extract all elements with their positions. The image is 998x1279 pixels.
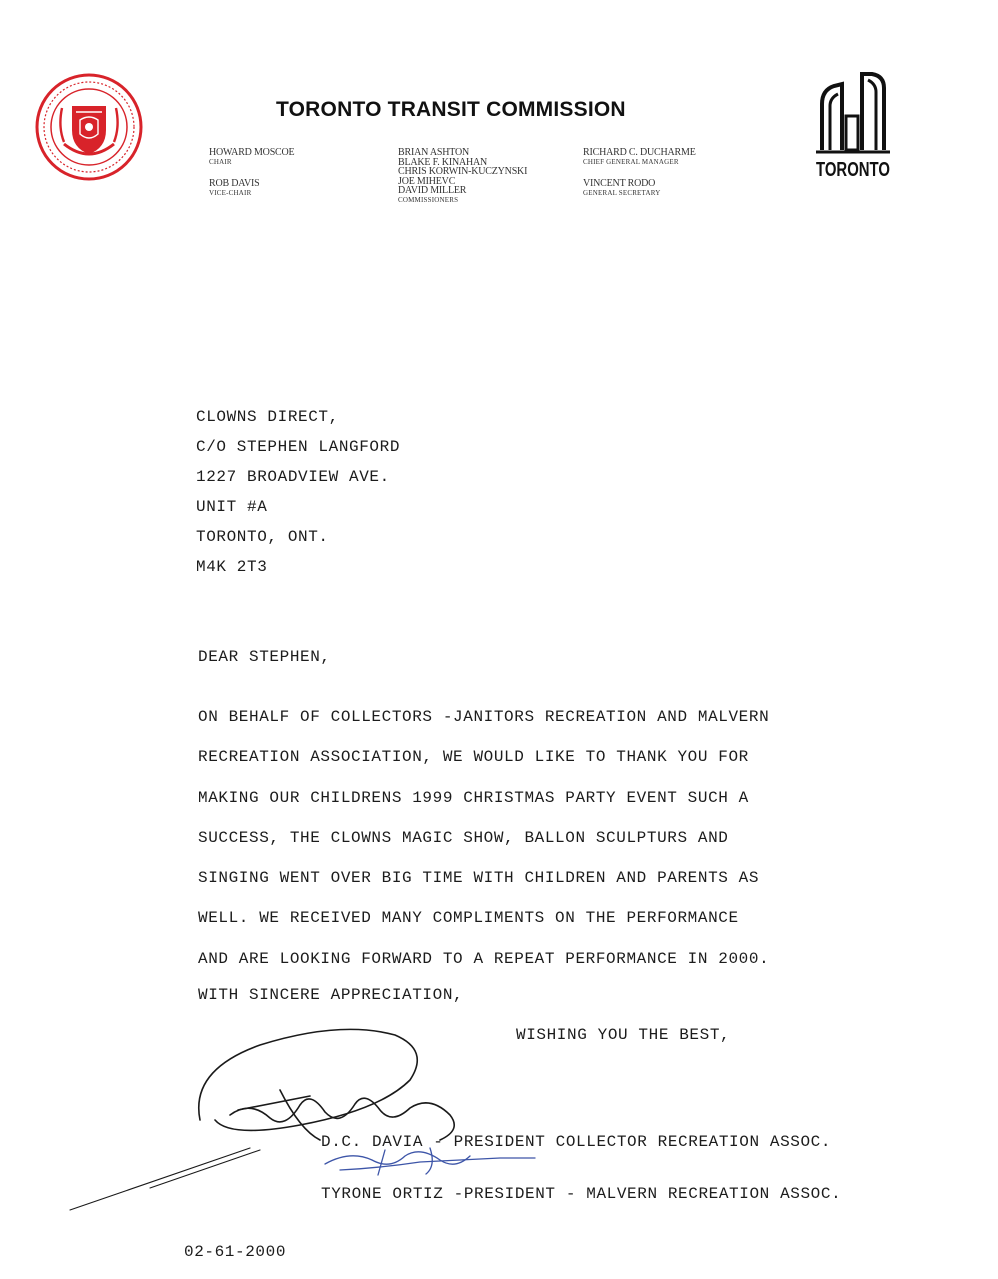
address-line: M4K 2T3 [196, 558, 268, 576]
letterhead-column-chairs [209, 148, 294, 198]
toronto-city-hall-logo-icon [812, 72, 894, 184]
member-name: CHRIS KORWIN-KUCZYNSKI [398, 166, 528, 177]
body-line: SUCCESS, THE CLOWNS MAGIC SHOW, BALLON SCULPTURS AND [198, 828, 729, 847]
member-name: BRIAN ASHTON [398, 147, 470, 158]
member-name: RICHARD C. DUCHARME [583, 147, 696, 158]
body-line: ON BEHALF OF COLLECTORS -JANITORS RECREATION AND MALVERN [198, 708, 770, 726]
signatory-davia: D.C. DAVIA - PRESIDENT COLLECTOR RECREATION ASSOC. [321, 1133, 832, 1151]
address-line: UNIT #A [196, 498, 268, 516]
address-line: 1227 BROADVIEW AVE. [196, 468, 390, 486]
body-line: AND ARE LOOKING FORWARD TO A REPEAT PERFORMANCE IN 2000. [198, 949, 770, 968]
signatory-ortiz: TYRONE ORTIZ -PRESIDENT - MALVERN RECREATION ASSOC. [321, 1185, 842, 1203]
closing-wishes: WISHING YOU THE BEST, [516, 1026, 731, 1044]
recipient-address [196, 402, 400, 582]
letterhead-column-commissioners [398, 148, 527, 205]
letterhead-column-management [583, 148, 696, 198]
organization-title: TORONTO TRANSIT COMMISSION [276, 98, 626, 121]
salutation: DEAR STEPHEN, [198, 648, 331, 666]
signature-ortiz [325, 1148, 535, 1175]
member-name: DAVID MILLER [398, 185, 467, 196]
body-line: WELL. WE RECEIVED MANY COMPLIMENTS ON THE PERFORMANCE [198, 909, 739, 928]
member-role: CHIEF GENERAL MANAGER [583, 157, 679, 166]
member-name: VINCENT RODO [583, 178, 656, 189]
member-name: BLAKE F. KINAHAN [398, 156, 488, 168]
signature-davia [70, 1029, 454, 1210]
closing-appreciation: WITH SINCERE APPRECIATION, [198, 986, 464, 1004]
address-line: CLOWNS DIRECT, [196, 408, 339, 426]
body-line: RECREATION ASSOCIATION, WE WOULD LIKE TO THANK YOU FOR [198, 748, 749, 767]
body-line: SINGING WENT OVER BIG TIME WITH CHILDREN AND PARENTS AS [198, 869, 760, 888]
address-line: TORONTO, ONT. [196, 528, 329, 546]
member-role: COMMISSIONERS [398, 195, 459, 204]
member-role: VICE-CHAIR [209, 188, 252, 197]
member-name: ROB DAVIS [209, 178, 260, 189]
member-name: HOWARD MOSCOE [209, 147, 295, 158]
member-role: CHAIR [209, 157, 232, 166]
letter-date: 02-61-2000 [184, 1243, 287, 1261]
body-line: MAKING OUR CHILDRENS 1999 CHRISTMAS PARTY EVENT SUCH A [198, 788, 749, 807]
city-seal-icon [34, 72, 144, 182]
letter-body [198, 697, 769, 979]
logo-wordmark: TORONTO [816, 159, 890, 181]
member-name: JOE MIHEVC [398, 175, 456, 187]
address-line: C/O STEPHEN LANGFORD [196, 438, 401, 456]
member-role: GENERAL SECRETARY [583, 188, 661, 197]
